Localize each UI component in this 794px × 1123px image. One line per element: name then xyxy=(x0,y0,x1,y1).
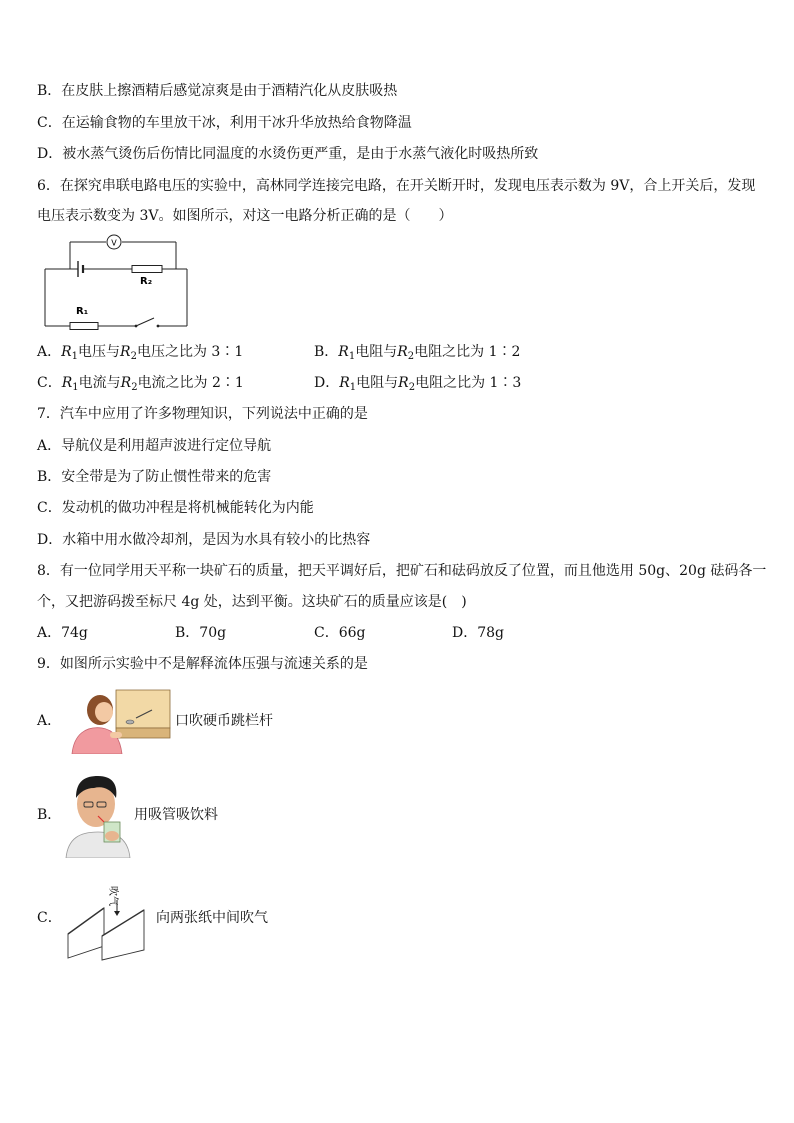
option-text: 电阻之比为 1∶3 xyxy=(415,375,522,391)
subscript: 1 xyxy=(71,351,79,362)
subscript: 1 xyxy=(348,351,356,362)
q9-option-a-label: A． xyxy=(37,713,62,729)
q9-option-a-image xyxy=(64,688,172,754)
option-text: 电流之比为 2∶1 xyxy=(137,375,244,391)
resistor-r2-label: R₂ xyxy=(140,276,153,287)
q8-option-d: D．78g xyxy=(452,625,505,641)
option-prefix: D． xyxy=(314,375,340,391)
subscript: 1 xyxy=(349,382,357,393)
option-text: 电阻与 xyxy=(356,375,399,391)
q9-stem: 9．如图所示实验中不是解释流体压强与流速关系的是 xyxy=(37,656,368,672)
coin-icon xyxy=(126,720,134,724)
q9-option-c-image xyxy=(64,874,154,962)
resistor-r1-icon xyxy=(70,323,98,330)
option-text: 电压之比为 3∶1 xyxy=(136,344,244,360)
symbol: R xyxy=(120,375,132,391)
subscript: 2 xyxy=(131,382,138,393)
subscript: 2 xyxy=(130,351,137,362)
q8-stem-line1: 8．有一位同学用天平称一块矿石的质量，把天平调好后，把矿石和砝码放反了位置，而且他选用 50g、20g 砝码各一 xyxy=(37,563,767,579)
option-prefix: A． xyxy=(37,344,62,360)
option-text: 电阻之比为 1∶2 xyxy=(414,344,521,360)
symbol: R xyxy=(61,375,73,391)
q7-option-c: C．发动机的做功冲程是将机械能转化为内能 xyxy=(37,500,314,516)
option-text: 电阻与 xyxy=(355,344,398,360)
q6-option-b xyxy=(314,342,520,367)
girl-face-icon xyxy=(95,702,113,722)
blow-label: 吹气 xyxy=(107,886,118,906)
q6-option-c xyxy=(37,373,244,398)
girl-hand-icon xyxy=(110,732,122,738)
q5-option-d: D．被水蒸气烫伤后伤情比同温度的水烫伤更严重，是由于水蒸气液化时吸热所致 xyxy=(37,146,539,162)
q5-option-b: B．在皮肤上擦酒精后感觉凉爽是由于酒精汽化从皮肤吸热 xyxy=(37,83,398,99)
q8-stem-line2: 个，又把游码拨至标尺 4g 处，达到平衡。这块矿石的质量应该是( ) xyxy=(37,594,467,610)
table-top-icon xyxy=(116,690,170,728)
q6-circuit-diagram xyxy=(40,228,192,332)
q6-stem-line1: 6．在探究串联电路电压的实验中，高林同学连接完电路，在开关断开时，发现电压表示数为 9V，合上开关后，发现 xyxy=(37,178,756,194)
option-text: 电压与 xyxy=(78,344,121,360)
option-prefix: C． xyxy=(37,375,62,391)
symbol: R xyxy=(339,375,350,391)
q9-option-c-label: C． xyxy=(37,910,62,926)
q9-option-c-caption: 向两张纸中间吹气 xyxy=(156,910,268,926)
boy-hand-icon xyxy=(105,831,119,841)
q7-option-a: A．导航仪是利用超声波进行定位导航 xyxy=(37,438,272,454)
q6-option-a xyxy=(37,342,243,367)
q9-option-b-caption: 用吸管吸饮料 xyxy=(134,807,218,823)
table-edge-icon xyxy=(116,728,170,738)
voltmeter-label: V xyxy=(111,238,117,248)
option-prefix: B． xyxy=(314,344,339,360)
option-text: 电流与 xyxy=(78,375,121,391)
q9-option-a-caption: 口吹硬币跳栏杆 xyxy=(175,713,273,729)
q6-option-d xyxy=(314,373,521,398)
subscript: 2 xyxy=(407,351,415,362)
resistor-r1-label: R₁ xyxy=(76,306,89,317)
q8-option-c: C．66g xyxy=(314,625,366,641)
subscript: 2 xyxy=(408,382,416,393)
switch-open-icon xyxy=(136,318,154,326)
q9-option-b-image xyxy=(64,774,132,858)
symbol: R xyxy=(398,375,409,391)
symbol: R xyxy=(61,344,72,360)
q7-option-b: B．安全带是为了防止惯性带来的危害 xyxy=(37,469,272,485)
q7-option-d: D．水箱中用水做冷却剂，是因为水具有较小的比热容 xyxy=(37,532,371,548)
q7-stem: 7．汽车中应用了许多物理知识，下列说法中正确的是 xyxy=(37,406,368,422)
symbol: R xyxy=(338,344,349,360)
q8-option-a: A．74g xyxy=(37,625,88,641)
symbol: R xyxy=(397,344,408,360)
resistor-r2-icon xyxy=(132,266,162,273)
symbol: R xyxy=(120,344,131,360)
q6-stem-line2: 电压表示数变为 3V。如图所示，对这一电路分析正确的是（ ） xyxy=(37,208,453,224)
q5-option-c: C．在运输食物的车里放干冰，利用干冰升华放热给食物降温 xyxy=(37,115,412,131)
q9-option-b-label: B． xyxy=(37,807,62,823)
q8-option-b: B．70g xyxy=(175,625,227,641)
subscript: 1 xyxy=(72,382,79,393)
